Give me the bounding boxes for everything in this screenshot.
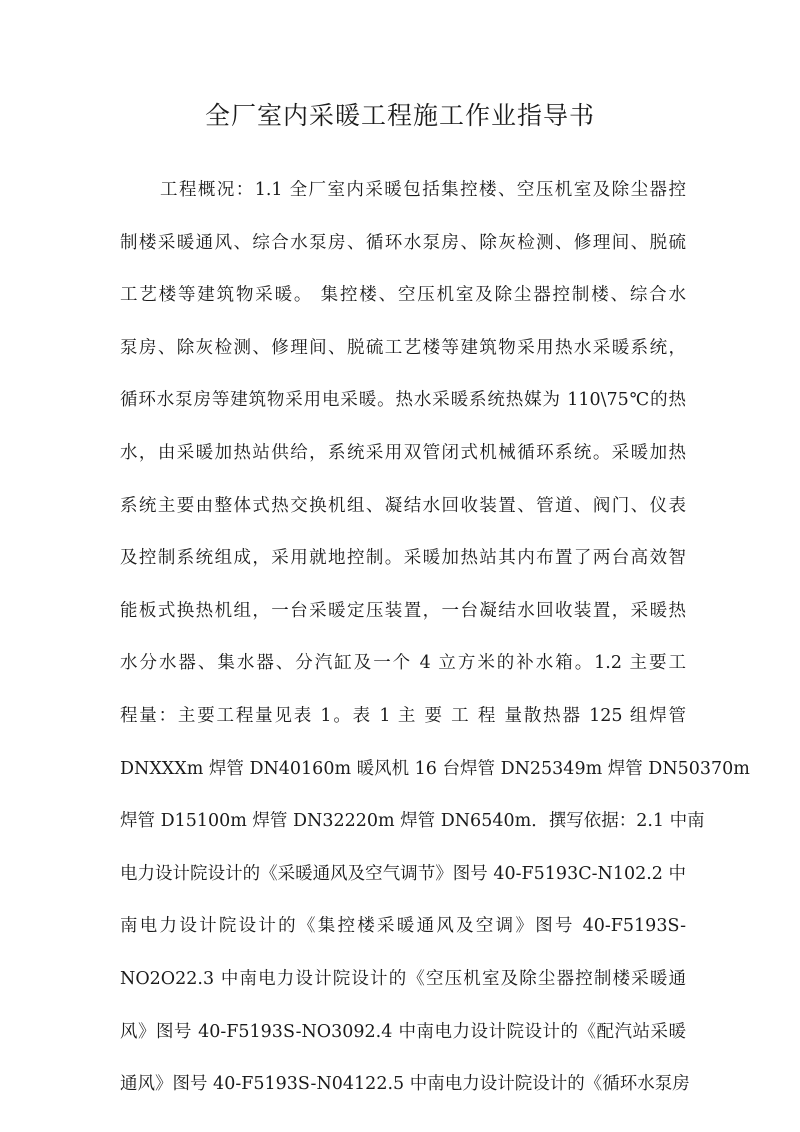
body-line: 焊管 D15100m 焊管 DN32220m 焊管 DN6540m．撰写依据：2.1 中南 xyxy=(120,811,705,832)
body-line: 系统主要由整体式热交换机组、凝结水回收装置、管道、阀门、仪表 xyxy=(120,495,686,516)
body-line: 通风》图号 40-F5193S-N04122.5 中南电力设计院设计的《循环水泵房 xyxy=(120,1074,690,1095)
body-line: 泵房、除灰检测、修理间、脱硫工艺楼等建筑物采用热水采暖系统， xyxy=(120,337,686,358)
body-line: 程量：主要工程量见表 1。表 1 主 要 工 程 量散热器 125 组焊管 xyxy=(120,705,686,726)
body-line: 南电力设计院设计的《集控楼采暖通风及空调》图号 40-F5193S- xyxy=(120,916,686,937)
body-line: NO2O22.3 中南电力设计院设计的《空压机室及除尘器控制楼采暖通 xyxy=(120,968,686,989)
body-line: 制楼采暖通风、综合水泵房、循环水泵房、除灰检测、修理间、脱硫 xyxy=(120,232,686,253)
body-line: 水分水器、集水器、分汽缸及一个 4 立方米的补水箱。1.2 主要工 xyxy=(120,653,686,674)
body-line: 及控制系统组成，采用就地控制。采暖加热站其内布置了两台高效智 xyxy=(120,548,686,569)
document-body xyxy=(120,164,750,1111)
document-title: 全厂室内采暖工程施工作业指导书 xyxy=(204,101,595,130)
body-line: 风》图号 40-F5193S-NO3092.4 中南电力设计院设计的《配汽站采暖 xyxy=(120,1021,686,1042)
body-line: DNXXXm 焊管 DN40160m 暖风机 16 台焊管 DN25349m 焊管 DN50370m xyxy=(120,758,750,779)
body-line: 循环水泵房等建筑物采用电采暖。热水采暖系统热媒为 110\75℃的热 xyxy=(120,390,686,411)
body-line: 能板式换热机组，一台采暖定压装置，一台凝结水回收装置，采暖热 xyxy=(120,600,686,621)
body-line: 水，由采暖加热站供给，系统采用双管闭式机械循环系统。采暖加热 xyxy=(120,442,686,463)
body-line: 电力设计院设计的《采暖通风及空气调节》图号 40-F5193C-N102.2 中 xyxy=(120,863,686,884)
body-line: 工艺楼等建筑物采暖。 集控楼、空压机室及除尘器控制楼、综合水 xyxy=(120,285,686,306)
body-line: 工程概况：1.1 全厂室内采暖包括集控楼、空压机室及除尘器控 xyxy=(160,180,686,200)
